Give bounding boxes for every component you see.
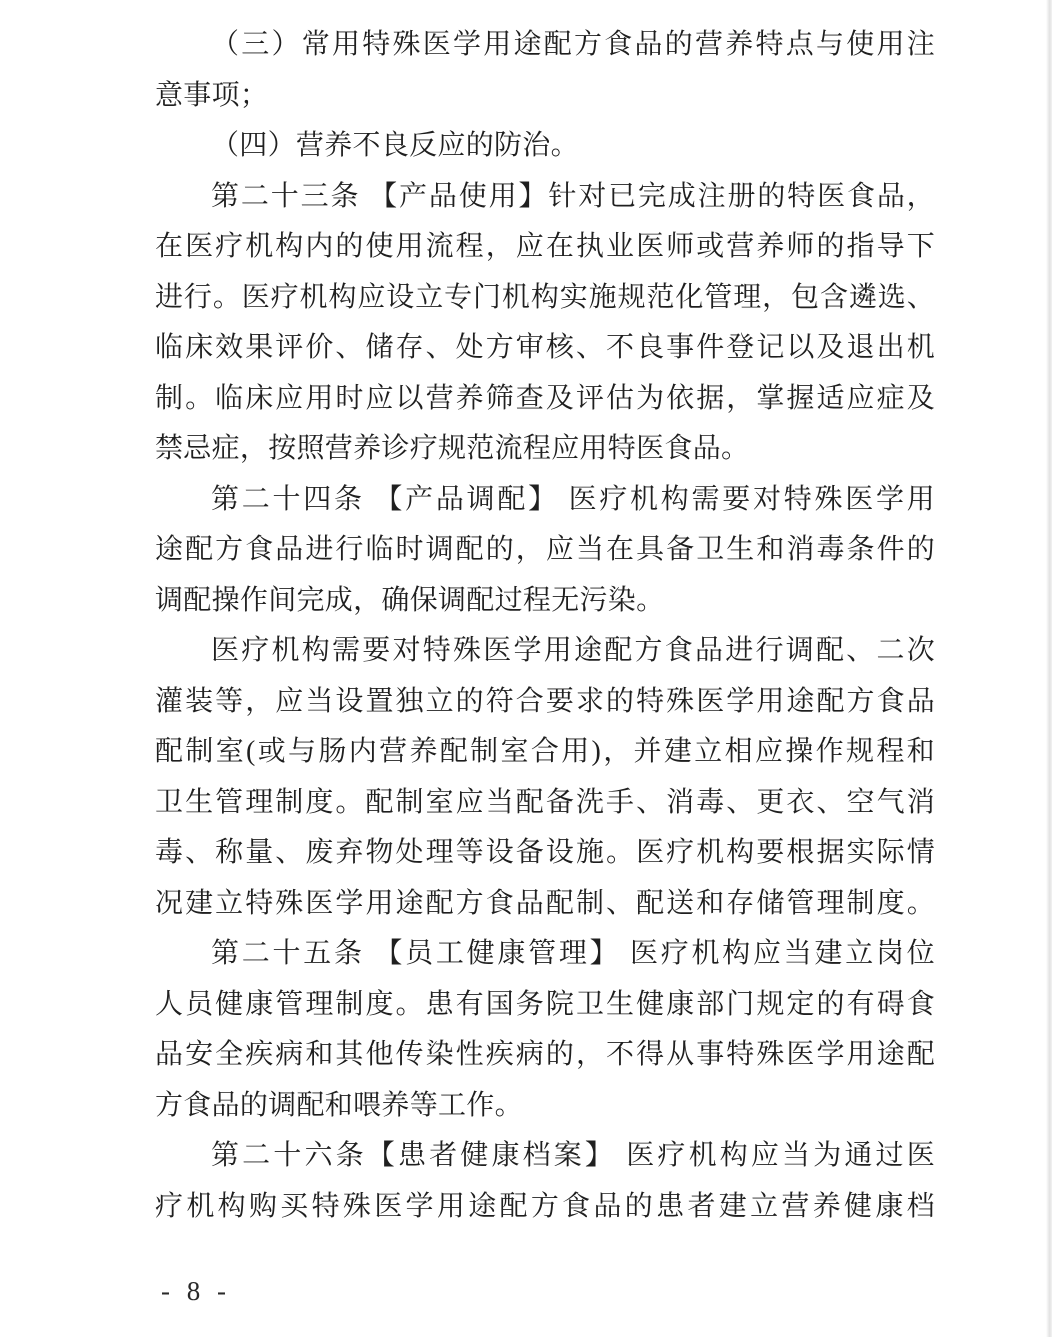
document-line: 制。临床应用时应以营养筛查及评估为依据，掌握适应症及 [155,382,935,414]
document-line: 意事项； [155,79,269,111]
document-line: 毒、称量、废弃物处理等设备设施。医疗机构要根据实际情 [155,837,935,868]
document-line: 临床效果评价、储存、处方审核、不良事件登记以及退出机 [155,332,935,363]
document-line: 医疗机构需要对特殊医学用途配方食品进行调配、二次 [211,635,935,666]
document-line: 配制室(或与肠内营养配制室合用)，并建立相应操作规程和 [155,736,935,767]
document-line: 第二十三条 【产品使用】针对已完成注册的特医食品， [211,180,935,212]
document-line: 禁忌症，按照营养诊疗规范流程应用特医食品。 [155,433,750,464]
page-number: - 8 - [161,1276,231,1306]
document-line: （三）常用特殊医学用途配方食品的营养特点与使用注 [211,29,935,60]
document-line: 卫生管理制度。配制室应当配备洗手、消毒、更衣、空气消 [155,786,935,818]
document-line: 途配方食品进行临时调配的，应当在具备卫生和消毒条件的 [155,534,935,565]
document-line: 第二十四条 【产品调配】 医疗机构需要对特殊医学用 [211,483,935,515]
document-line: 在医疗机构内的使用流程，应在执业医师或营养师的指导下 [155,231,935,262]
document-body [155,20,935,1232]
document-line: 人员健康管理制度。患有国务院卫生健康部门规定的有碍食 [155,988,935,1020]
document-line: 方食品的调配和喂养等工作。 [155,1089,523,1121]
document-line: 品安全疾病和其他传染性疾病的，不得从事特殊医学用途配 [155,1039,935,1070]
document-line: （四）营养不良反应的防治。 [211,130,579,161]
document-line: 进行。医疗机构应设立专门机构实施规范化管理，包含遴选、 [155,281,935,313]
document-line: 第二十五条 【员工健康管理】 医疗机构应当建立岗位 [211,938,935,969]
scan-edge-shadow [1046,0,1052,1337]
document-line: 况建立特殊医学用途配方食品配制、配送和存储管理制度。 [155,887,935,919]
document-line: 灌装等，应当设置独立的符合要求的特殊医学用途配方食品 [155,685,935,717]
document-line: 调配操作间完成，确保调配过程无污染。 [155,584,665,616]
document-line: 第二十六条【患者健康档案】 医疗机构应当为通过医 [211,1140,935,1171]
document-line: 疗机构购买特殊医学用途配方食品的患者建立营养健康档 [155,1190,935,1222]
